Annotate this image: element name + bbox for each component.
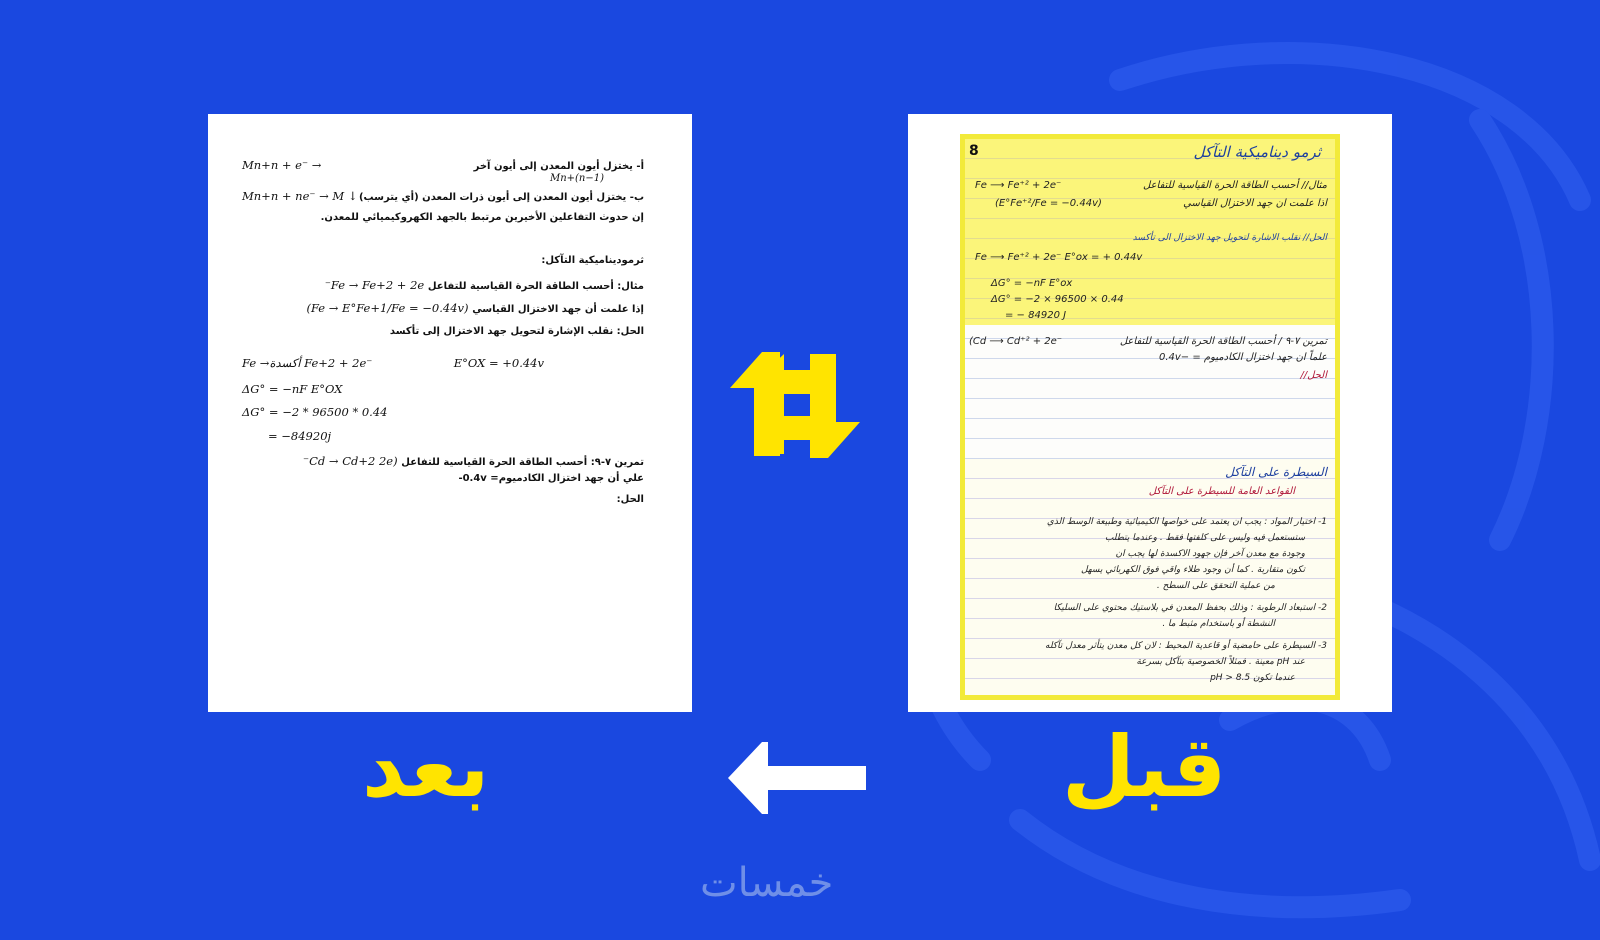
- text-line: إذا علمت أن جهد الاختزال القياسي: [472, 304, 644, 316]
- equation: = −84920j: [268, 428, 332, 443]
- handwritten-line: 3- السيطرة على حامضية أو قاعدية المحيط : لان كل معدن يتأثر معدل تآكله: [1045, 641, 1327, 651]
- section-heading: ثرموديناميكية التآكل:: [541, 255, 644, 267]
- handwritten-equation: Fe ⟶ Fe⁺² + 2e⁻: [975, 180, 1062, 191]
- text-line: الحل:: [616, 494, 644, 506]
- equation: (Cd → Cd+2 2e⁻: [303, 454, 398, 469]
- handwritten-title: ثرمو ديناميكية التآكل: [1193, 143, 1321, 161]
- handwritten-line: النشطة أو باستخدام مثبط ما .: [1162, 619, 1275, 629]
- before-document: [908, 114, 1392, 712]
- handwritten-line: تمرين ٧-٩ / أحسب الطاقة الحرة القياسية للتفاعل: [1119, 336, 1327, 347]
- equation: ΔG° = −2 * 96500 * 0.44: [242, 405, 388, 420]
- handwritten-equation: (Cd ⟶ Cd⁺² + 2e⁻: [969, 336, 1063, 347]
- handwritten-line: تكون متقاربة . كما أن وجود طلاء واقي فوق الكهربائي يسهل: [1080, 565, 1305, 575]
- handwritten-line: الحل// نقلب الاشارة لتحويل جهد الاختزال الى تأكسد: [1132, 233, 1327, 243]
- handwritten-line: من عملية التحقق على السطح .: [1156, 581, 1275, 591]
- handwritten-equation: ΔG° = −nF E°ox: [991, 278, 1073, 289]
- handwritten-line: مثال// أحسب الطاقة الحرة القياسية للتفاعل: [1143, 180, 1327, 191]
- before-label: قبل: [1062, 718, 1227, 816]
- equation: ΔG° = −nF E°OX: [242, 381, 343, 396]
- handwritten-line: علماً ان جهد اختزال الكادميوم = −0.4v: [1158, 352, 1327, 363]
- equation: Mn+(n−1): [549, 172, 604, 184]
- equation: (Fe → E°Fe+1/Fe = −0.44v): [306, 301, 469, 316]
- handwritten-line: 2- استبعاد الرطوبة : وذلك بحفظ المعدن في بلاستيك محتوي على السليكا: [1053, 603, 1327, 613]
- handwritten-line: عند pH معينة . فمثلاً الخصوصية بتآكل بسرعة: [1136, 657, 1305, 667]
- after-document: [208, 114, 692, 712]
- notebook-page: [960, 134, 1340, 700]
- page-number: 8: [969, 143, 979, 159]
- handwritten-line: الحل//: [1300, 370, 1327, 381]
- text-line: ب- يختزل أيون المعدن إلى أيون ذرات المعدن (أي يترسب): [358, 192, 644, 204]
- text-line: مثال: أحسب الطاقة الحرة القياسية للتفاعل: [427, 280, 644, 292]
- handwritten-line: اذا علمت ان جهد الاختزال القياسي: [1183, 198, 1327, 209]
- text-line: الحل: نقلب الإشارة لتحويل جهد الاختزال إلى تأكسد: [389, 325, 644, 337]
- equation: Mn+n + e⁻ →: [242, 158, 322, 172]
- handwritten-line: وجودة مع معدن آخر فإن جهود الاكسدة لها يجب ان: [1115, 549, 1305, 559]
- after-label: بعد: [362, 718, 490, 816]
- text-line: إن حدوث التفاعلين الأخيرين مرتبط بالجهد الكهروكيميائي للمعدن.: [320, 211, 644, 223]
- refresh-arrows-icon: [724, 334, 866, 476]
- text-line: علي أن جهد اختزال الكادميوم= 0.4v-: [458, 472, 644, 484]
- equation: E°OX = +0.44v: [453, 356, 544, 371]
- handwritten-line: 1- اختيار المواد : يجب ان يعتمد على خواصها الكيميائية وطبيعة الوسط الذي: [1046, 517, 1327, 527]
- equation: Mn+n + ne⁻ → M ↓: [242, 189, 358, 204]
- handwritten-subheading: القواعد العامة للسيطرة على التآكل: [1148, 486, 1295, 497]
- arrow-left-icon: [728, 742, 870, 814]
- text-line: تمرين ٧-٩: أحسب الطاقة الحرة القياسية للتفاعل: [401, 457, 644, 469]
- text-line: أ- يختزل أيون المعدن إلى أيون آخر: [473, 161, 644, 172]
- handwritten-equation: Fe ⟶ Fe⁺² + 2e⁻ E°ox = + 0.44v: [975, 252, 1143, 263]
- equation: Fe → Fe+2 + 2e⁻: [324, 277, 425, 292]
- handwritten-equation: (E°Fe⁺²/Fe = −0.44v): [995, 198, 1102, 209]
- brand-logo: خمسات: [700, 860, 834, 906]
- handwritten-line: ستستعمل فيه وليس على كلفتها فقط . وعندما يتطلب: [1104, 533, 1305, 543]
- handwritten-equation: = − 84920 J: [1005, 310, 1067, 321]
- handwritten-equation: ΔG° = −2 × 96500 × 0.44: [991, 294, 1124, 305]
- handwritten-line: عندما تكون pH > 8.5: [1210, 673, 1295, 683]
- handwritten-heading: السيطرة على التآكل: [1225, 465, 1327, 479]
- equation: Fe →أكسدة Fe+2 + 2e⁻: [242, 356, 373, 371]
